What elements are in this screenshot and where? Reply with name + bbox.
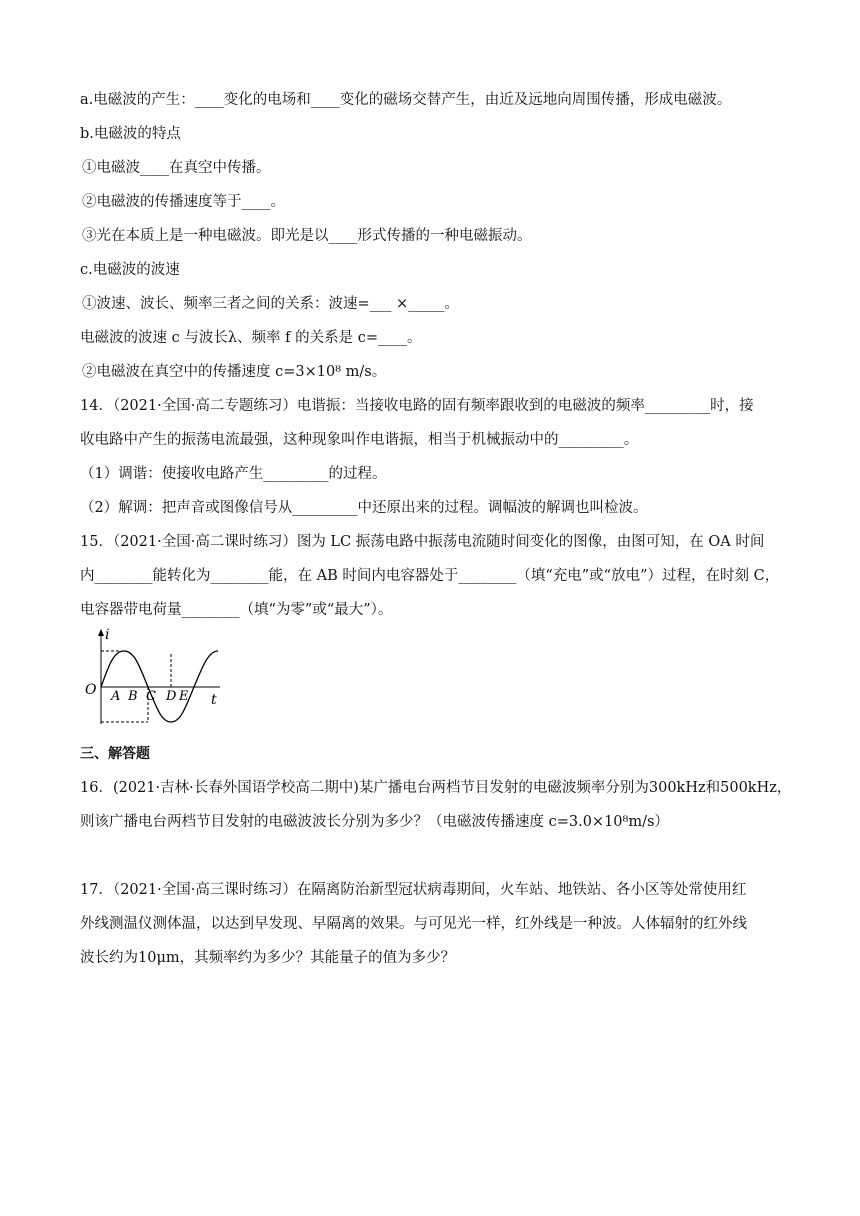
q15-line2: 内________能转化为________能，在 AB 时间内电容器处于________（填“充电”或“放电”）过程，在时刻 C， — [80, 568, 780, 584]
line-c2: ②电磁波在真空中的传播速度 c=3×10⁸ m/s。 — [82, 364, 387, 380]
point-d-label: D — [166, 689, 177, 704]
line-b1: ①电磁波____在真空中传播。 — [82, 160, 271, 176]
y-axis-arrow — [98, 629, 104, 636]
point-a-label: A — [111, 689, 121, 704]
point-e-label: E — [179, 689, 189, 704]
q15-line1: 15．（2021·全国·高二课时练习）图为 LC 振荡电路中振荡电流随时间变化的图像，由图可知，在 OA 时间 — [80, 534, 765, 550]
line-b3: ③光在本质上是一种电磁波。即光是以____形式传播的一种电磁振动。 — [82, 228, 532, 244]
line-c: c.电磁波的波速 — [80, 262, 180, 278]
y-axis-label: i — [105, 628, 110, 643]
q14-sub2: （2）解调：把声音或图像信号从_________中还原出来的过程。调幅波的解调也叫检波。 — [80, 500, 648, 516]
q14-sub1: （1）调谐：使接收电路产生_________的过程。 — [80, 466, 387, 482]
oscillation-current-graph — [82, 628, 232, 726]
line-b2: ②电磁波的传播速度等于____。 — [82, 194, 285, 210]
x-axis-label: t — [211, 692, 217, 708]
section-3-heading: 三、解答题 — [80, 746, 150, 762]
q14-line1: 14．（2021·全国·高二专题练习）电谐振：当接收电路的固有频率跟收到的电磁波的频率_________时，接 — [80, 398, 754, 414]
point-c-label: C — [146, 689, 156, 704]
line-a: a.电磁波的产生：____变化的电场和____变化的磁场交替产生，由近及远地向周围传播，形成电磁波。 — [80, 92, 732, 108]
line-b: b.电磁波的特点 — [80, 126, 181, 142]
q17-line3: 波长约为10μm，其频率约为多少？其能量子的值为多少？ — [80, 950, 456, 966]
q16-line2: 则该广播电台两档节目发射的电磁波波长分别为多少？（电磁波传播速度 c=3.0×10⁸m/s） — [80, 814, 669, 830]
origin-label: O — [85, 682, 97, 698]
line-c-formula: 电磁波的波速 c 与波长λ、频率 f 的关系是 c=____。 — [80, 330, 422, 346]
q17-line1: 17．（2021·全国·高三课时练习）在隔离防治新型冠状病毒期间，火车站、地铁站、各小区等处常使用红 — [80, 882, 747, 898]
line-c1: ①波速、波长、频率三者之间的关系：波速=___ ×_____。 — [82, 296, 459, 312]
q17-line2: 外线测温仪测体温，以达到早发现、早隔离的效果。与可见光一样，红外线是一种波。人体辐射的红外线 — [80, 916, 747, 932]
point-b-label: B — [128, 689, 138, 704]
q16-line1: 16．(2021·吉林·长春外国语学校高二期中)某广播电台两档节目发射的电磁波频率分别为300kHz和500kHz， — [80, 780, 792, 796]
q15-line3: 电容器带电荷量________（填“为零”或“最大”）。 — [80, 602, 393, 618]
q14-line2: 收电路中产生的振荡电流最强，这种现象叫作电谐振，相当于机械振动中的_________。 — [80, 432, 639, 448]
